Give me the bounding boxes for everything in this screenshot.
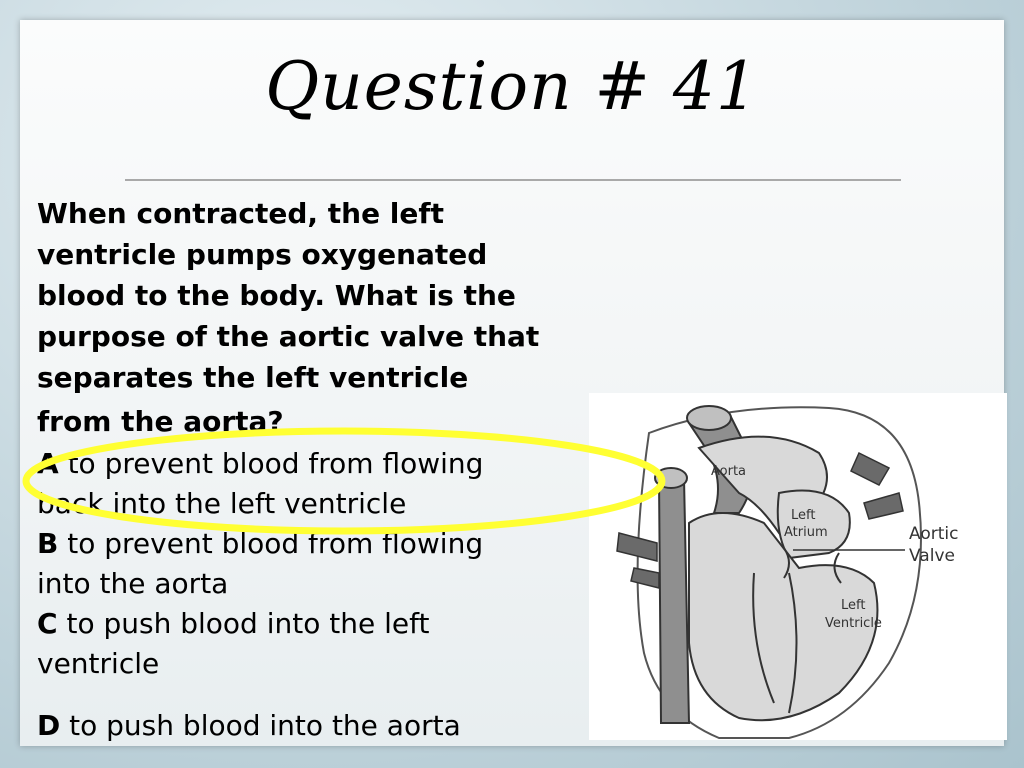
slide-title: Question # 41 bbox=[265, 48, 759, 125]
question-line: ventricle pumps oxygenated bbox=[37, 238, 488, 271]
question-line: separates the left ventricle bbox=[37, 361, 469, 394]
answer-letter: B bbox=[37, 527, 59, 560]
answer-text: to prevent blood from flowing bbox=[58, 527, 484, 560]
answer-b-continued: into the aorta bbox=[37, 567, 229, 600]
answer-letter: A bbox=[37, 447, 59, 480]
vena-cava bbox=[659, 478, 689, 723]
answer-d[interactable] bbox=[37, 706, 597, 746]
answer-letter: C bbox=[37, 607, 58, 640]
answer-text: to prevent blood from flowing bbox=[58, 447, 484, 480]
label-left-atrium: Left bbox=[791, 508, 816, 523]
question-line: purpose of the aortic valve that bbox=[37, 320, 540, 353]
answer-b[interactable] bbox=[37, 524, 597, 564]
answer-letter: D bbox=[37, 709, 61, 742]
answer-c[interactable] bbox=[37, 604, 597, 644]
label-left-atrium: Atrium bbox=[784, 525, 828, 540]
heart-diagram bbox=[589, 393, 1007, 740]
label-aorta: Aorta bbox=[711, 464, 747, 479]
question-line: blood to the body. What is the bbox=[37, 279, 516, 312]
question-line: When contracted, the left bbox=[37, 197, 444, 230]
answer-list bbox=[37, 444, 597, 684]
label-aortic-valve: Aortic bbox=[909, 524, 959, 544]
answer-a-continued: back into the left ventricle bbox=[37, 487, 407, 520]
label-aortic-valve: Valve bbox=[909, 546, 955, 566]
label-left-ventricle: Ventricle bbox=[825, 616, 882, 631]
title-divider bbox=[125, 179, 901, 181]
label-left-ventricle: Left bbox=[841, 598, 866, 613]
question-line: from the aorta? bbox=[37, 405, 284, 438]
answer-a[interactable] bbox=[37, 444, 597, 484]
answer-c-continued: ventricle bbox=[37, 647, 160, 680]
question-text bbox=[37, 193, 647, 398]
answer-text: to push blood into the left bbox=[57, 607, 430, 640]
answer-text: to push blood into the aorta bbox=[60, 709, 461, 742]
